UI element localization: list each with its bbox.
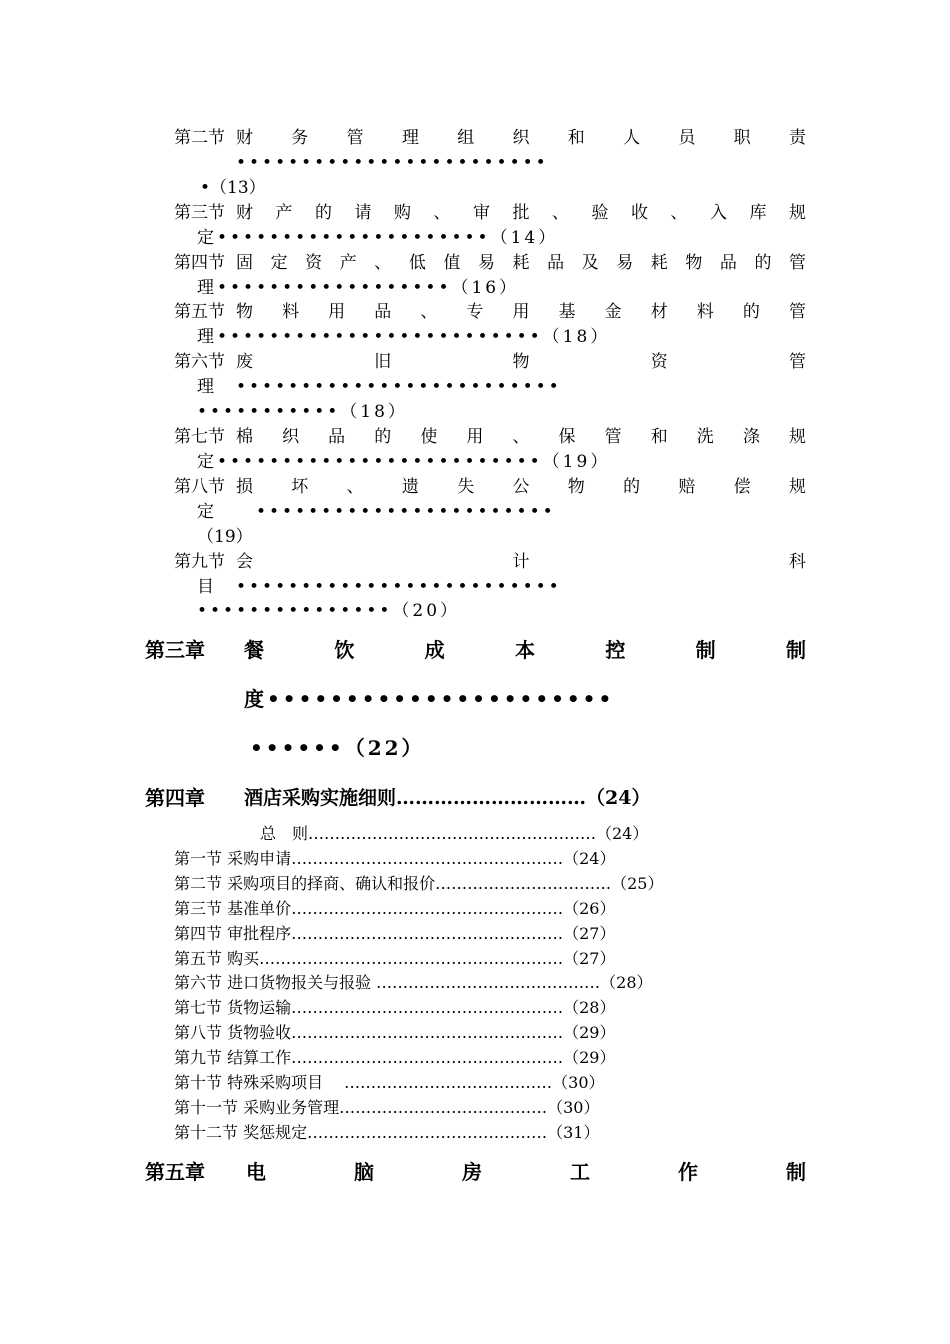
toc-section-entry: 第十一节 采购业务管理…………………………………（30） — [174, 1097, 600, 1117]
chapter-title — [244, 638, 806, 662]
chapter-label: 第三章 — [145, 638, 205, 662]
title-char: 作 — [678, 1160, 698, 1184]
title-char: 的 — [754, 253, 772, 273]
title-char: 科 — [789, 552, 806, 572]
title-char: 坏 — [291, 477, 309, 497]
toc-section-entry: 第十二节 奖惩规定………………………………………（31） — [174, 1122, 600, 1142]
title-char: 产 — [275, 203, 293, 223]
title-char: 、 — [433, 203, 451, 223]
toc-page-number: 理••••••••••••••••••（16） — [197, 278, 520, 298]
toc-entry-label: 第三节 — [174, 203, 225, 223]
title-char: 基 — [558, 302, 576, 322]
title-char: 控 — [605, 638, 626, 662]
toc-section-entry: 第十节 特殊采购项目 …………………………………（30） — [174, 1073, 605, 1092]
toc-leader-dots: 度•••••••••••••••••••••• — [244, 687, 615, 711]
toc-entry-label: 第九节 — [174, 552, 225, 572]
title-char: 料 — [282, 302, 300, 322]
title-char: 品 — [719, 253, 737, 273]
toc-entry-label: 第六节 — [174, 352, 225, 372]
title-char: 制 — [786, 1160, 806, 1184]
title-char: 涤 — [742, 427, 760, 447]
toc-page-number: ••••••（22） — [250, 736, 425, 760]
title-char: 管 — [604, 427, 622, 447]
title-char: 饮 — [334, 638, 355, 662]
title-char: 成 — [424, 638, 445, 662]
title-char: 废 — [236, 352, 253, 372]
toc-section-entry: 第五节 购买…………………………………………………（27） — [174, 948, 616, 968]
toc-section-entry: 第二节 采购项目的择商、确认和报价……………………………（25） — [174, 873, 664, 893]
title-char: 和 — [650, 427, 668, 447]
title-char: 计 — [512, 552, 530, 572]
title-char: 务 — [291, 128, 309, 148]
title-char: 批 — [512, 203, 530, 223]
title-char: 入 — [710, 203, 727, 223]
title-char: 定 — [270, 253, 288, 273]
toc-entry-title — [236, 202, 806, 224]
toc-entry-title — [236, 252, 806, 274]
toc-page-number: 定•••••••••••••••••••••（14） — [197, 228, 559, 248]
title-char: 规 — [788, 477, 806, 497]
title-char: 织 — [512, 128, 530, 148]
title-char: 的 — [742, 302, 760, 322]
title-char: 收 — [631, 203, 648, 223]
title-char: 材 — [650, 302, 668, 322]
title-char: 物 — [236, 302, 253, 322]
toc-entry-continuation: 定 — [197, 502, 214, 522]
title-char: 职 — [733, 128, 751, 148]
title-char: 洗 — [696, 427, 714, 447]
title-char: 、 — [670, 203, 688, 223]
toc-entry-label: 第五节 — [174, 302, 225, 322]
title-char: 规 — [788, 427, 806, 447]
chapter-label: 第五章 — [145, 1160, 205, 1184]
chapter-label: 第四章 — [145, 786, 205, 810]
title-char: 值 — [443, 253, 461, 273]
title-char: 耗 — [512, 253, 530, 273]
title-char: 易 — [616, 253, 634, 273]
title-char: 审 — [473, 203, 490, 223]
title-char: 用 — [466, 427, 484, 447]
title-char: 及 — [581, 253, 599, 273]
toc-section-entry: 第六节 进口货物报关与报验 ……………………………………（28） — [174, 973, 653, 993]
toc-page-number: •（13） — [200, 178, 266, 198]
toc-entry-title — [236, 551, 806, 573]
toc-entry-title — [236, 127, 806, 149]
title-char: 保 — [558, 427, 576, 447]
title-char: 耗 — [650, 253, 668, 273]
title-char: 管 — [789, 352, 806, 372]
title-char: 管 — [788, 302, 806, 322]
toc-entry-continuation: 理 — [197, 377, 214, 397]
title-char: 、 — [420, 302, 438, 322]
title-char: 低 — [408, 253, 426, 273]
title-char: 用 — [512, 302, 530, 322]
title-char: 制 — [785, 638, 806, 662]
title-char: 资 — [305, 253, 323, 273]
title-char: 脑 — [354, 1160, 374, 1184]
title-char: 织 — [282, 427, 300, 447]
toc-entry-continuation: 目 — [197, 577, 214, 597]
title-char: 组 — [457, 128, 475, 148]
toc-page-number: 理•••••••••••••••••••••••••（18） — [197, 327, 611, 347]
title-char: 、 — [552, 203, 569, 223]
toc-page-number: •••••••••••••••（20） — [197, 601, 461, 621]
toc-section-entry: 第三节 基准单价……………………………………………（26） — [174, 898, 616, 918]
title-char: 旧 — [374, 352, 392, 372]
toc-section-entry: 第四节 审批程序……………………………………………（27） — [174, 923, 616, 943]
toc-leader-dots: •••••••••••••••••••••••• — [236, 153, 549, 173]
toc-entry-label: 第二节 — [174, 128, 225, 148]
title-char: 和 — [567, 128, 585, 148]
title-char: 人 — [623, 128, 641, 148]
toc-leader-dots: ••••••••••••••••••••••••• — [236, 377, 562, 397]
title-char: 专 — [466, 302, 484, 322]
title-char: 棉 — [236, 427, 253, 447]
toc-entry-title — [236, 426, 806, 448]
title-char: 赔 — [678, 477, 696, 497]
title-char: 遗 — [401, 477, 419, 497]
title-char: 会 — [236, 552, 253, 572]
title-char: 、 — [374, 253, 392, 273]
toc-entry-label: 第八节 — [174, 477, 225, 497]
title-char: 请 — [354, 203, 372, 223]
title-char: 失 — [457, 477, 475, 497]
title-char: 财 — [236, 128, 253, 148]
title-char: 电 — [246, 1160, 266, 1184]
chapter-title — [246, 1160, 806, 1184]
title-char: 、 — [346, 477, 364, 497]
toc-entry-label: 第四节 — [174, 253, 225, 273]
title-char: 规 — [789, 203, 806, 223]
title-char: 、 — [512, 427, 530, 447]
title-char: 本 — [514, 638, 535, 662]
title-char: 的 — [374, 427, 392, 447]
title-char: 品 — [328, 427, 346, 447]
title-char: 理 — [401, 128, 419, 148]
title-char: 金 — [604, 302, 622, 322]
chapter-title: 酒店采购实施细则…………………………（24） — [244, 787, 651, 809]
title-char: 品 — [374, 302, 392, 322]
toc-section-entry: 第一节 采购申请……………………………………………（24） — [174, 848, 616, 868]
title-char: 财 — [236, 203, 253, 223]
toc-section-entry: 第七节 货物运输……………………………………………（28） — [174, 998, 616, 1018]
toc-entry-title — [236, 476, 806, 498]
title-char: 房 — [462, 1160, 482, 1184]
title-char: 料 — [696, 302, 714, 322]
title-char: 责 — [788, 128, 806, 148]
title-char: 易 — [477, 253, 495, 273]
title-char: 物 — [685, 253, 703, 273]
title-char: 的 — [315, 203, 332, 223]
title-char: 产 — [339, 253, 357, 273]
toc-leader-dots: ••••••••••••••••••••••••• — [236, 577, 562, 597]
title-char: 餐 — [244, 638, 264, 662]
toc-page-number: •••••••••••（18） — [197, 402, 408, 422]
toc-entry-title — [236, 301, 806, 323]
title-char: 使 — [420, 427, 438, 447]
title-char: 验 — [591, 203, 609, 223]
title-char: 工 — [570, 1160, 590, 1184]
title-char: 员 — [678, 128, 696, 148]
title-char: 公 — [512, 477, 530, 497]
title-char: 物 — [567, 477, 585, 497]
toc-leader-dots: ••••••••••••••••••••••• — [256, 502, 556, 522]
title-char: 管 — [789, 253, 806, 273]
toc-section-entry: 第九节 结算工作……………………………………………（29） — [174, 1048, 616, 1068]
title-char: 购 — [394, 203, 411, 223]
title-char: 的 — [623, 477, 641, 497]
title-char: 制 — [695, 638, 716, 662]
toc-section-entry: 总 则………………………………………………（24） — [260, 824, 649, 843]
title-char: 品 — [547, 253, 565, 273]
title-char: 用 — [328, 302, 346, 322]
title-char: 物 — [512, 352, 530, 372]
title-char: 损 — [236, 477, 253, 497]
toc-entry-label: 第七节 — [174, 427, 225, 447]
title-char: 管 — [346, 128, 364, 148]
toc-page-number: 定•••••••••••••••••••••••••（19） — [197, 452, 611, 472]
title-char: 资 — [650, 352, 668, 372]
toc-section-entry: 第八节 货物验收……………………………………………（29） — [174, 1023, 616, 1043]
toc-page-number: （19） — [197, 527, 253, 547]
title-char: 库 — [749, 203, 767, 223]
title-char: 固 — [236, 253, 253, 273]
title-char: 偿 — [733, 477, 751, 497]
toc-entry-title — [236, 351, 806, 373]
